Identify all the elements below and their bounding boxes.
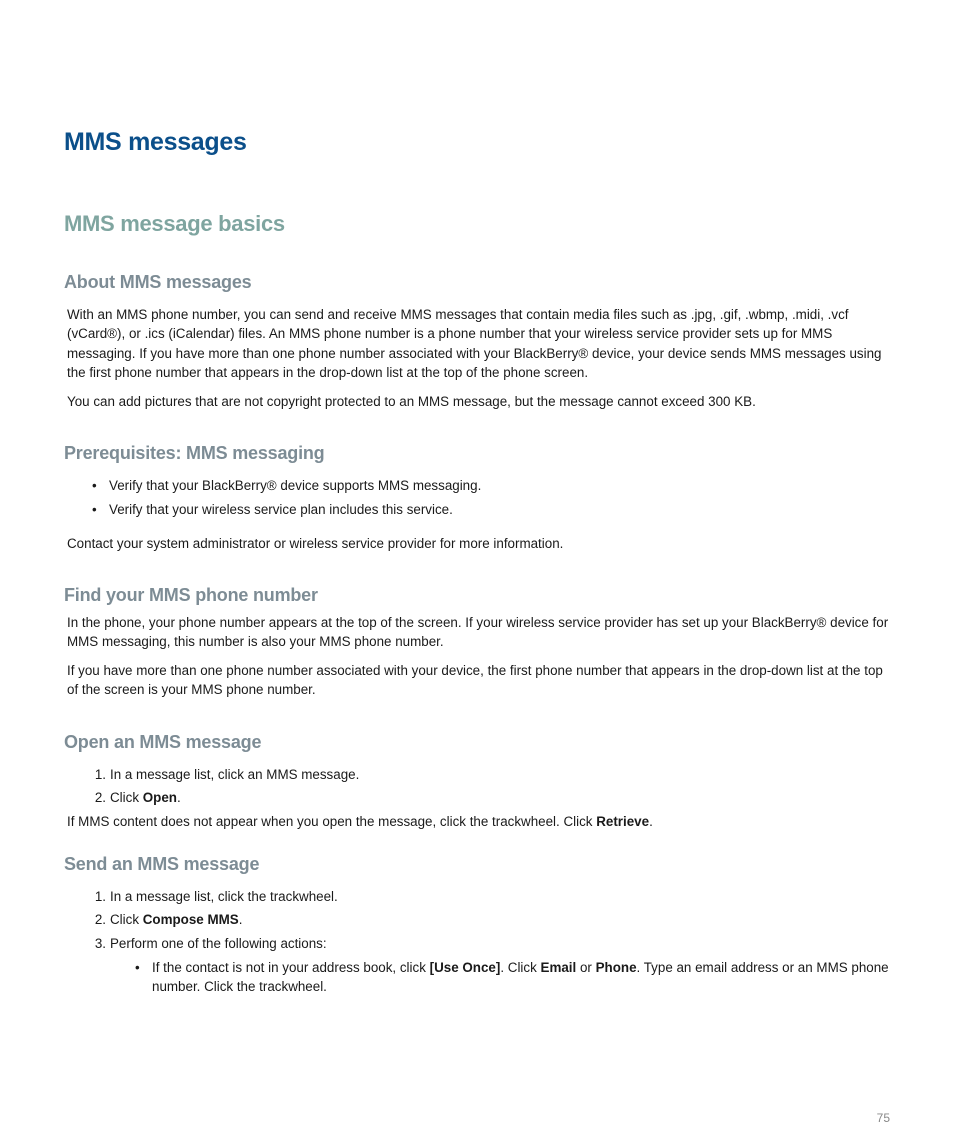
step-number: 3.	[94, 936, 106, 951]
heading-prerequisites: Prerequisites: MMS messaging	[64, 443, 325, 463]
ui-term-use-once: [Use Once]	[429, 960, 501, 975]
list-item-text: or	[576, 960, 596, 975]
ui-term-open: Open	[142, 790, 177, 805]
list-item-text: Verify that your BlackBerry® device supports MMS messaging.	[109, 478, 482, 493]
step-text: Perform one of the following actions:	[110, 936, 327, 951]
ui-term-compose-mms: Compose MMS	[142, 912, 239, 927]
note-text: .	[649, 814, 653, 829]
list-item	[92, 476, 482, 495]
list-item	[92, 500, 453, 519]
step-number: 2.	[94, 790, 106, 805]
heading-find-number: Find your MMS phone number	[64, 585, 318, 605]
bullet-marker: •	[92, 478, 97, 493]
list-item-text: . Click	[500, 960, 541, 975]
note-text: If MMS content does not appear when you open the message, click the trackwheel. Click	[67, 814, 597, 829]
step-text: Click	[110, 912, 143, 927]
step-number: 2.	[94, 912, 106, 927]
about-paragraph-1: With an MMS phone number, you can send and receive MMS messages that contain media files such as .jpg, .gif, .wbmp, .midi, .vcf (vCard®), or .ics (iCalendar) files. An MMS phone number is a phone number that your wireless service provider sets up for MMS messaging. If you have more than one phone number associated with your BlackBerry® device, your device sends MMS messages using the first phone number that appears in the drop-down list at the top of the phone screen.	[67, 307, 882, 380]
page-number: 75	[876, 1111, 890, 1125]
heading-send-mms: Send an MMS message	[64, 854, 260, 874]
step-text: Click	[110, 790, 143, 805]
chapter-title: MMS messages	[64, 128, 247, 156]
heading-about-mms: About MMS messages	[64, 272, 252, 292]
step-number: 1.	[94, 767, 106, 782]
step-number: 1.	[94, 889, 106, 904]
list-item	[135, 958, 892, 997]
find-number-paragraph-1: In the phone, your phone number appears at the top of the screen. If your wireless service provider has set up your BlackBerry® device for MMS messaging, this number is also your MMS phone number.	[67, 615, 889, 650]
prerequisites-note: Contact your system administrator or wireless service provider for more information.	[67, 536, 564, 551]
open-mms-note	[67, 812, 893, 831]
list-item-text: Verify that your wireless service plan includes this service.	[109, 502, 453, 517]
list-item	[94, 887, 338, 906]
list-item	[94, 788, 181, 807]
bullet-marker: •	[92, 502, 97, 517]
list-item	[94, 910, 243, 929]
bullet-marker: •	[135, 960, 140, 975]
step-text: .	[238, 912, 243, 927]
list-item-text: If the contact is not in your address book, click	[152, 960, 430, 975]
step-text: In a message list, click an MMS message.	[110, 767, 360, 782]
ui-term-retrieve: Retrieve	[596, 814, 650, 829]
ui-term-phone: Phone	[595, 960, 637, 975]
step-text: In a message list, click the trackwheel.	[110, 889, 338, 904]
ui-term-email: Email	[540, 960, 577, 975]
heading-open-mms: Open an MMS message	[64, 732, 262, 752]
list-item	[94, 765, 360, 784]
section-title: MMS message basics	[64, 211, 285, 236]
list-item-text: . Type an email address or an MMS phone number. Click the trackwheel.	[152, 960, 889, 995]
list-item	[94, 934, 327, 953]
find-number-paragraph-2: If you have more than one phone number associated with your device, the first phone number that appears in the drop-down list at the top of the screen is your MMS phone number.	[67, 663, 883, 698]
step-text: .	[176, 790, 181, 805]
about-paragraph-2: You can add pictures that are not copyright protected to an MMS message, but the message cannot exceed 300 KB.	[67, 394, 756, 409]
